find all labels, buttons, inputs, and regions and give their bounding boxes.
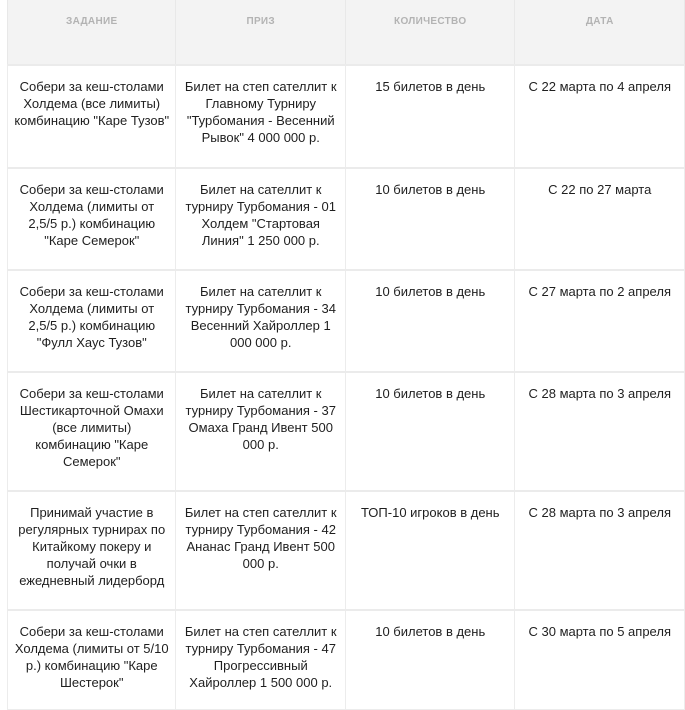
prize-cell: Билет на степ сателлит к Главному Турниру "Турбомания - Весенний Рывок" 4 000 000 р. — [176, 65, 346, 168]
header-prize: ПРИЗ — [176, 0, 346, 65]
table-row — [8, 65, 685, 168]
task-cell: Собери за кеш-столами Шестикарточной Омахи (все лимиты) комбинацию "Каре Семерок" — [8, 372, 176, 491]
prize-cell: Билет на сателлит к турниру Турбомания - 01 Холдем "Стартовая Линия" 1 250 000 р. — [176, 168, 346, 270]
task-cell: Собери за кеш-столами Холдема (лимиты от 2,5/5 р.) комбинацию "Каре Семерок" — [8, 168, 176, 270]
table-header — [8, 0, 685, 65]
header-task: ЗАДАНИЕ — [8, 0, 176, 65]
header-row — [8, 0, 685, 65]
quantity-cell: 10 билетов в день — [345, 372, 515, 491]
promo-table — [7, 0, 685, 710]
quantity-cell: 10 билетов в день — [345, 270, 515, 372]
header-quantity: КОЛИЧЕСТВО — [345, 0, 515, 65]
table-row — [8, 372, 685, 491]
table-row — [8, 168, 685, 270]
table-row — [8, 610, 685, 710]
date-cell: С 22 по 27 марта — [515, 168, 685, 270]
quantity-cell: ТОП-10 игроков в день — [345, 491, 515, 610]
task-cell: Собери за кеш-столами Холдема (лимиты от 2,5/5 р.) комбинацию "Фулл Хаус Тузов" — [8, 270, 176, 372]
header-date: ДАТА — [515, 0, 685, 65]
date-cell: С 28 марта по 3 апреля — [515, 372, 685, 491]
date-cell: С 30 марта по 5 апреля — [515, 610, 685, 710]
prize-cell: Билет на степ сателлит к турниру Турбомания - 42 Ананас Гранд Ивент 500 000 р. — [176, 491, 346, 610]
quantity-cell: 15 билетов в день — [345, 65, 515, 168]
date-cell: С 28 марта по 3 апреля — [515, 491, 685, 610]
date-cell: С 22 марта по 4 апреля — [515, 65, 685, 168]
task-cell: Принимай участие в регулярных турнирах по Китайкому покеру и получай очки в ежедневный лидерборд — [8, 491, 176, 610]
prize-cell: Билет на сателлит к турниру Турбомания - 34 Весенний Хайроллер 1 000 000 р. — [176, 270, 346, 372]
table-row — [8, 491, 685, 610]
prize-cell: Билет на сателлит к турниру Турбомания - 37 Омаха Гранд Ивент 500 000 р. — [176, 372, 346, 491]
quantity-cell: 10 билетов в день — [345, 610, 515, 710]
prize-cell: Билет на степ сателлит к турниру Турбомания - 47 Прогрессивный Хайроллер 1 500 000 р. — [176, 610, 346, 710]
table-body — [8, 65, 685, 710]
quantity-cell: 10 билетов в день — [345, 168, 515, 270]
date-cell: С 27 марта по 2 апреля — [515, 270, 685, 372]
task-cell: Собери за кеш-столами Холдема (все лимиты) комбинацию "Каре Тузов" — [8, 65, 176, 168]
task-cell: Собери за кеш-столами Холдема (лимиты от 5/10 р.) комбинацию "Каре Шестерок" — [8, 610, 176, 710]
table-row — [8, 270, 685, 372]
